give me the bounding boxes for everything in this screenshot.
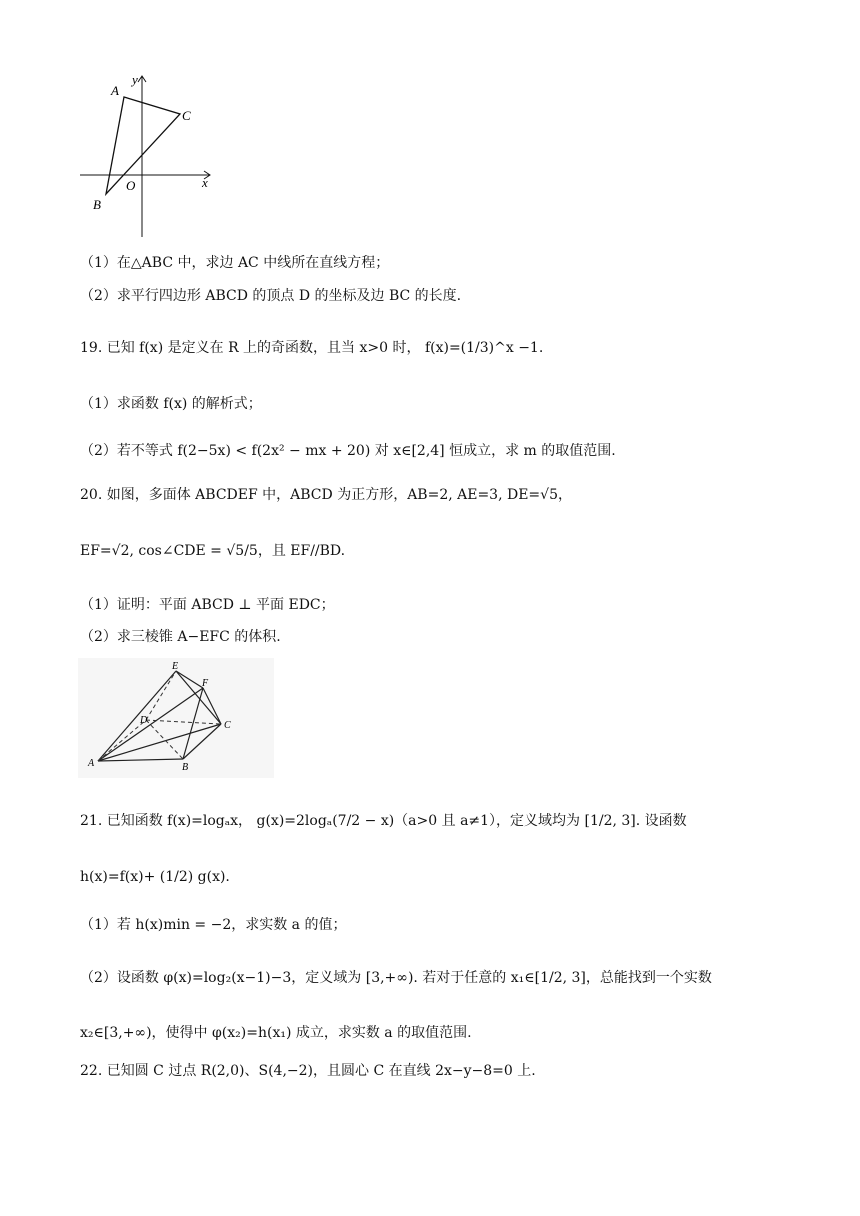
q21-stem-line1: 21. 已知函数 f(x)=logₐx， g(x)=2logₐ(7/2 − x)（a>0 且 a≠1），定义域均为 [1/2, 3]. 设函数	[80, 813, 687, 829]
q22-stem: 22. 已知圆 C 过点 R(2,0)、S(4,−2)，且圆心 C 在直线 2x−y−8=0 上.	[80, 1063, 536, 1079]
label-y: y	[132, 72, 138, 87]
q21-stem-line2: h(x)=f(x)+ (1/2) g(x).	[80, 869, 230, 885]
label-A: A	[111, 83, 119, 98]
q21-part2-line2: x₂∈[3,+∞)，使得中 φ(x₂)=h(x₁) 成立，求实数 a 的取值范围.	[80, 1025, 472, 1041]
label-C: C	[182, 108, 191, 123]
triangle-figure	[76, 72, 216, 242]
label-B: B	[93, 197, 101, 212]
label-B: B	[182, 762, 189, 773]
q20-stem-line1: 20. 如图，多面体 ABCDEF 中，ABCD 为正方形，AB=2, AE=3, DE=√5，	[80, 487, 572, 503]
label-O: O	[126, 178, 136, 193]
q20-stem-line2: EF=√2, cos∠CDE = √5/5，且 EF//BD.	[80, 543, 346, 559]
q18-part2: （2）求平行四边形 ABCD 的顶点 D 的坐标及边 BC 的长度.	[80, 288, 462, 304]
q21-part2-line1: （2）设函数 φ(x)=log₂(x−1)−3，定义域为 [3,+∞). 若对于任意的 x₁∈[1/2, 3]，总能找到一个实数	[80, 970, 712, 986]
label-A: A	[88, 758, 95, 769]
polyhedron-figure	[78, 658, 274, 778]
q19-part2: （2）若不等式 f(2−5x) < f(2x² − mx + 20) 对 x∈[2,4] 恒成立，求 m 的取值范围.	[80, 443, 616, 459]
label-F: F	[202, 678, 209, 689]
q20-part2: （2）求三棱锥 A−EFC 的体积.	[80, 629, 281, 645]
q18-part1: （1）在△ABC 中，求边 AC 中线所在直线方程；	[80, 255, 390, 271]
q21-part1: （1）若 h(x)min = −2，求实数 a 的值；	[80, 917, 347, 933]
q19-stem: 19. 已知 f(x) 是定义在 R 上的奇函数，且当 x>0 时， f(x)=(1/3)^x −1.	[80, 340, 544, 356]
q20-part1: （1）证明：平面 ABCD ⊥ 平面 EDC；	[80, 597, 335, 613]
q19-part1: （1）求函数 f(x) 的解析式；	[80, 396, 262, 412]
label-C: C	[224, 720, 231, 731]
label-x: x	[202, 175, 208, 190]
label-E: E	[172, 661, 179, 672]
label-D: D	[140, 715, 148, 726]
